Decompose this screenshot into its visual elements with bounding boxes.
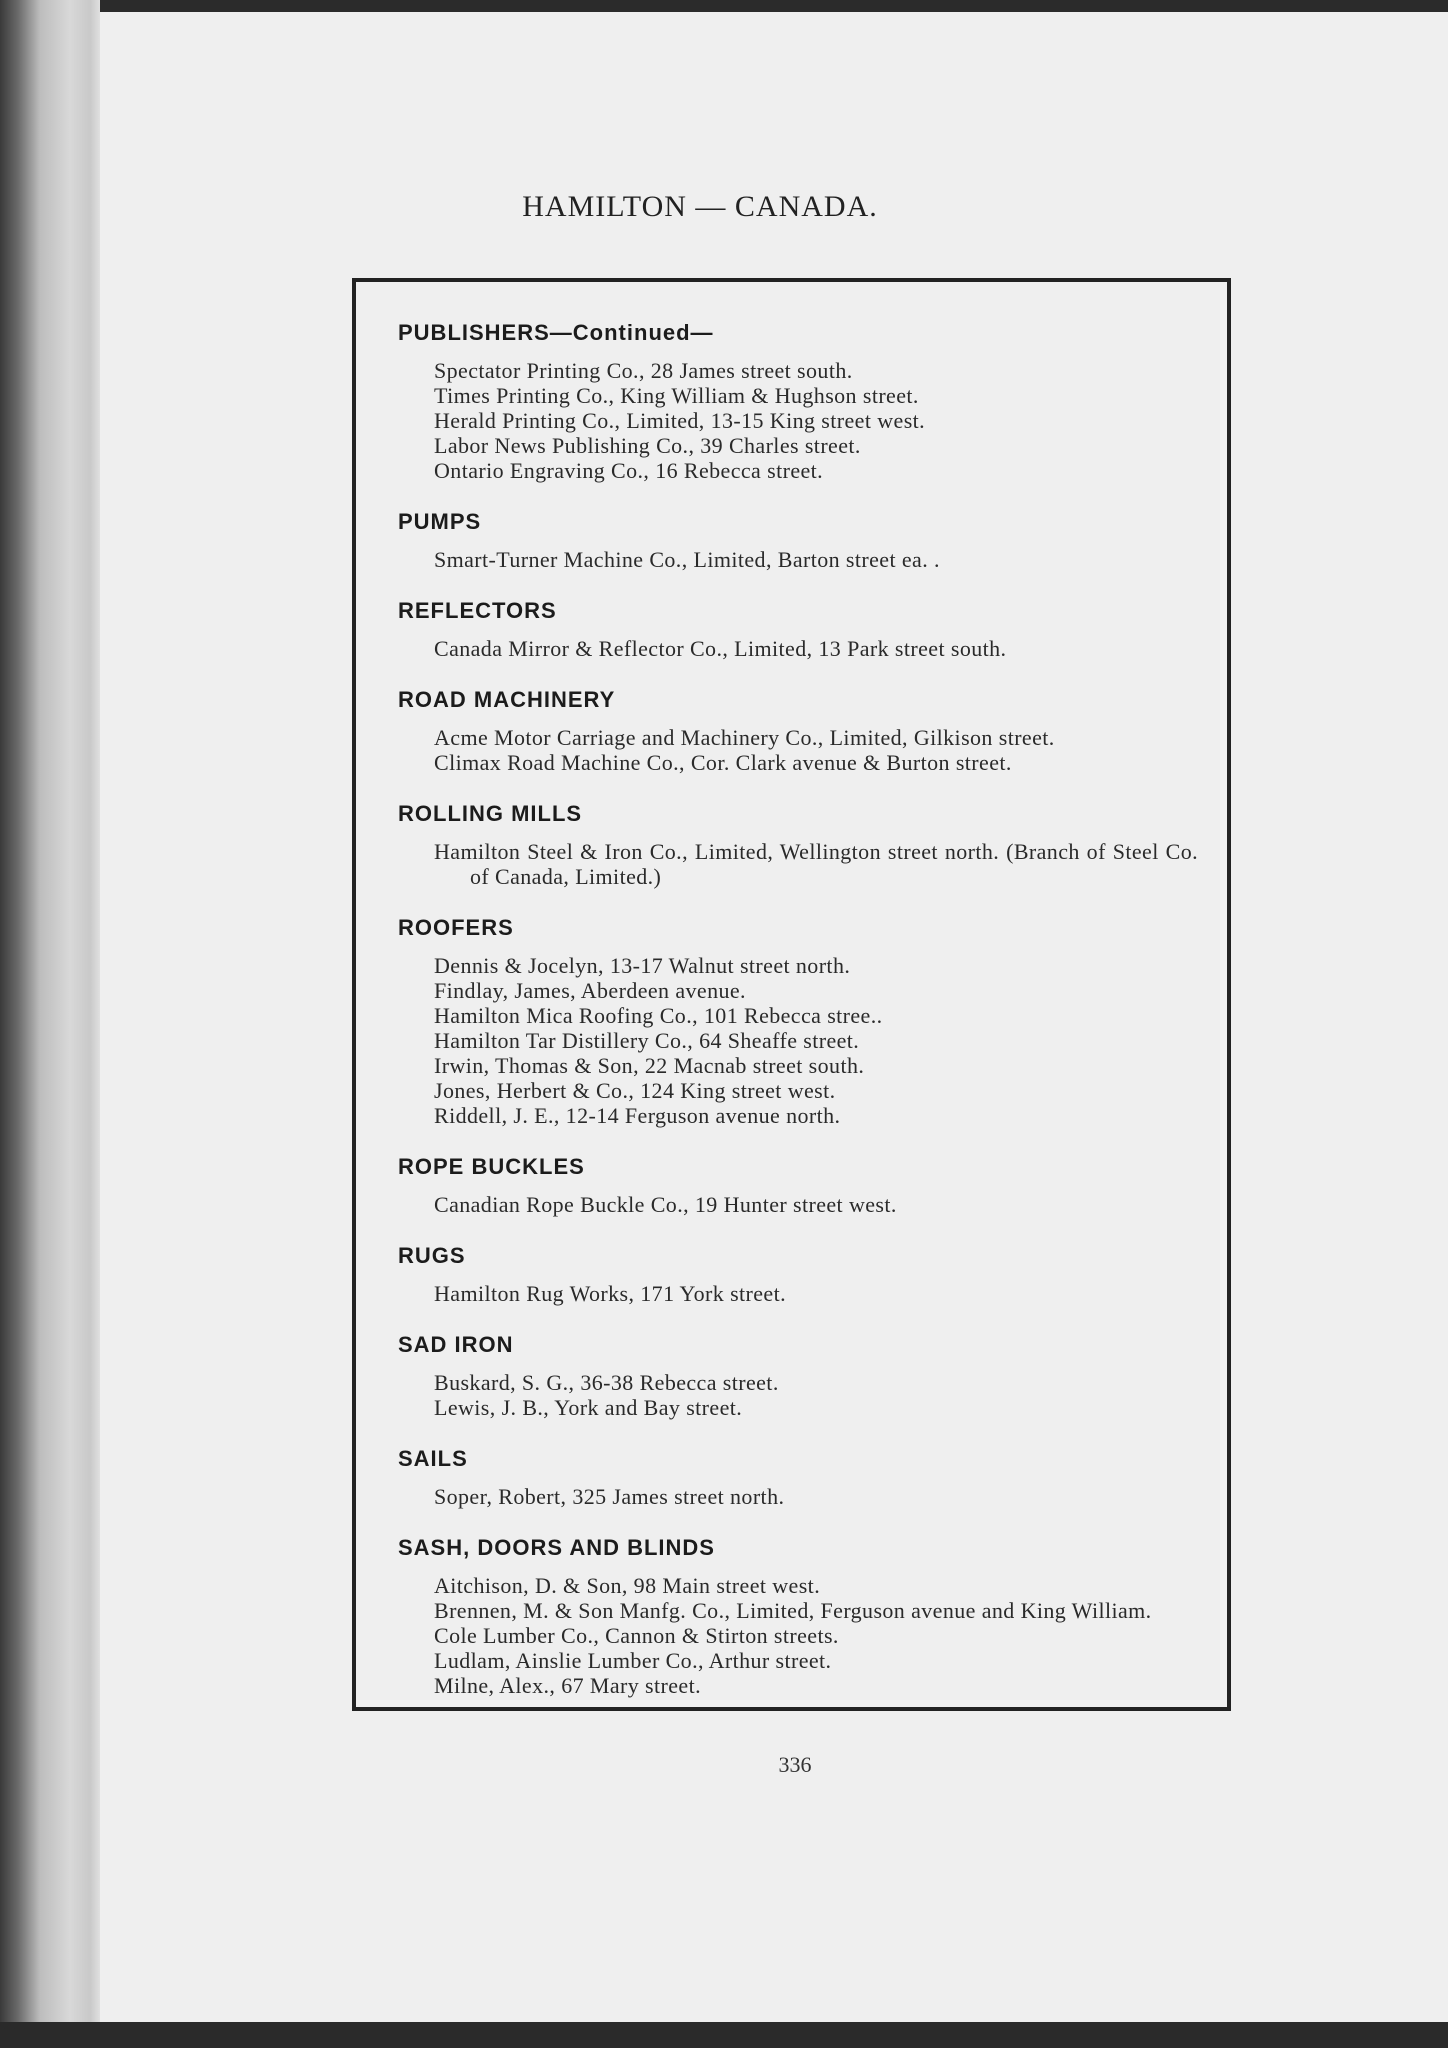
listing-entry: Labor News Publishing Co., 39 Charles street.	[434, 433, 861, 458]
listing-entry: Hamilton Tar Distillery Co., 64 Sheaffe street.	[434, 1028, 860, 1053]
listing-entry: Soper, Robert, 325 James street north.	[434, 1484, 785, 1509]
listing-entry: Times Printing Co., King William & Hughson street.	[434, 383, 919, 408]
section-rope-buckles	[398, 1154, 1198, 1217]
listing-entry: Hamilton Rug Works, 171 York street.	[434, 1281, 787, 1306]
listing-entry: Spectator Printing Co., 28 James street south.	[434, 358, 853, 383]
listing-entry: Irwin, Thomas & Son, 22 Macnab street south.	[434, 1053, 865, 1078]
section-heading: RUGS	[398, 1243, 466, 1268]
listing-entry: Milne, Alex., 67 Mary street.	[434, 1673, 701, 1698]
section-heading: PUMPS	[398, 509, 482, 534]
listing-entry: Acme Motor Carriage and Machinery Co., Limited, Gilkison street.	[434, 725, 1055, 750]
listing-entry: Herald Printing Co., Limited, 13-15 King street west.	[434, 408, 926, 433]
listing-entry: Brennen, M. & Son Manfg. Co., Limited, Ferguson avenue and King William.	[434, 1598, 1152, 1623]
section-roofers	[398, 915, 1198, 1128]
scan-bottom-edge	[0, 2022, 1448, 2048]
running-head: HAMILTON — CANADA.	[522, 190, 878, 223]
section-sad-iron	[398, 1332, 1198, 1420]
section-sails	[398, 1446, 1198, 1509]
section-road-machinery	[398, 687, 1198, 775]
book-spine	[0, 0, 100, 2048]
section-sash-doors-blinds	[398, 1535, 1198, 1698]
listing-entry: Canadian Rope Buckle Co., 19 Hunter street west.	[434, 1192, 897, 1217]
listing-entry: Riddell, J. E., 12-14 Ferguson avenue north.	[434, 1103, 841, 1128]
listing-entry: Jones, Herbert & Co., 124 King street west.	[434, 1078, 836, 1103]
section-heading: ROAD MACHINERY	[398, 687, 616, 712]
listing-entry: Findlay, James, Aberdeen avenue.	[434, 978, 746, 1003]
section-heading: SASH, DOORS AND BLINDS	[398, 1535, 715, 1560]
listing-entry: Hamilton Mica Roofing Co., 101 Rebecca stree..	[434, 1003, 883, 1028]
section-heading: SAD IRON	[398, 1332, 514, 1357]
listing-entry: Climax Road Machine Co., Cor. Clark avenue & Burton street.	[434, 750, 1012, 775]
section-heading: ROLLING MILLS	[398, 801, 583, 826]
section-heading: PUBLISHERS—Continued—	[398, 320, 714, 345]
page-number: 336	[778, 1752, 812, 1777]
listing-entry: Dennis & Jocelyn, 13-17 Walnut street north.	[434, 953, 851, 978]
section-rugs	[398, 1243, 1198, 1306]
section-heading: REFLECTORS	[398, 598, 557, 623]
listing-entry: Lewis, J. B., York and Bay street.	[434, 1395, 743, 1420]
listing-entry: Ontario Engraving Co., 16 Rebecca street.	[434, 458, 824, 483]
listing-entry: Hamilton Steel & Iron Co., Limited, Wellington street north. (Branch of Steel Co. of Canada, Limited.)	[434, 839, 1198, 889]
listing-entry: Ludlam, Ainslie Lumber Co., Arthur street.	[434, 1648, 832, 1673]
section-reflectors	[398, 598, 1198, 661]
listing-entry: Cole Lumber Co., Cannon & Stirton streets.	[434, 1623, 839, 1648]
listing-entry: Buskard, S. G., 36-38 Rebecca street.	[434, 1370, 779, 1395]
section-rolling-mills	[398, 801, 1198, 889]
listing-entry: Canada Mirror & Reflector Co., Limited, 13 Park street south.	[434, 636, 1007, 661]
listing-entry: Smart-Turner Machine Co., Limited, Barton street ea. .	[434, 547, 940, 572]
section-heading: ROOFERS	[398, 915, 514, 940]
section-heading: SAILS	[398, 1446, 468, 1471]
listing-box	[352, 278, 1231, 1711]
section-publishers	[398, 320, 1198, 483]
section-heading: ROPE BUCKLES	[398, 1154, 585, 1179]
listing-content	[398, 320, 1198, 1724]
listing-entry: Aitchison, D. & Son, 98 Main street west.	[434, 1573, 821, 1598]
section-pumps	[398, 509, 1198, 572]
